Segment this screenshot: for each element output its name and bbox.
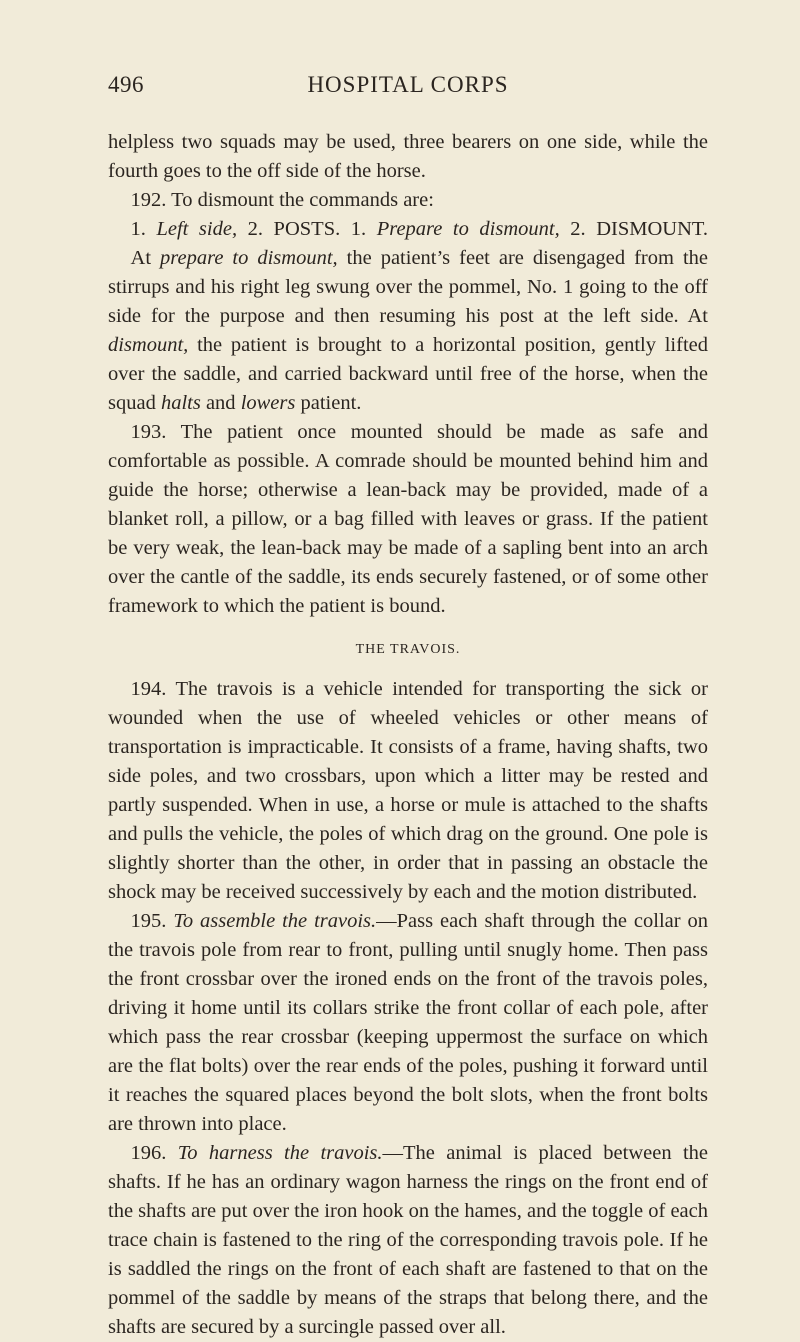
paragraph-title: To harness the travois. — [177, 1142, 383, 1164]
italic-run: lowers — [240, 392, 296, 414]
command-prepare-to-dismount: Prepare to dismount, — [376, 218, 560, 240]
italic-run: halts — [160, 392, 201, 414]
running-title: HOSPITAL CORPS — [307, 72, 509, 97]
paragraph-194: 194. The travois is a vehicle intended for transporting the sick or wounded when the use of wheeled vehicles or other means of transportation is impracticable. It consists of a frame, having shafts, two side poles, and two crossbars, upon which a litter may be rested and partly suspended. When in use, a horse or mule is attached to the shafts and pulls the vehicle, the poles of which drag on the ground. One pole is slightly shorter than the other, in order that in passing an obstacle the shock may be received successively by each and the motion distributed. — [108, 678, 708, 903]
paragraph-192: 192. To dismount the commands are: — [130, 189, 434, 211]
paragraph-195 — [108, 907, 708, 1139]
command-dismount: 2. DISMOUNT. — [559, 218, 708, 240]
paragraph-body: —The animal is placed between the shafts. If he has an ordinary wagon harness the rings on the front end of the shafts are put over the iron hook on the hames, and the toggle of each trace chain is fastened to the ring of the corresponding travois pole. If he is saddled the rings on the front of each shaft are fastened to that on the pommel of the saddle by means of the straps that belong there, and the shafts are secured by a surcingle passed over all. — [108, 1142, 709, 1338]
italic-run: prepare to dismount, — [160, 247, 338, 269]
text-run: the patient is brought to a horizontal position, gently lifted over the saddle, and carried backward until free of the horse, when the squad — [108, 334, 708, 414]
paragraph-number: 196. — [130, 1142, 178, 1164]
paragraph-193: 193. The patient once mounted should be made as safe and comfortable as possible. A comrade should be mounted behind him and guide the horse; otherwise a lean-back may be provided, made of a blanket roll, a pillow, or a bag filled with leaves or grass. If the patient be very weak, the lean-back may be made of a sapling bent into an arch over the cantle of the saddle, its ends securely fastened, or of some other framework to which the patient is bound. — [108, 421, 708, 617]
section-heading-travois: THE TRAVOIS. — [355, 642, 461, 657]
paragraph-title: To assemble the travois. — [173, 910, 377, 932]
paragraph-at-prepare — [108, 244, 708, 418]
text-run: the patient’s feet are disengaged from the stirrups and his right leg swung over the pommel, No. 1 going to the off side for the purpose and then resuming his post at the left side. At — [108, 247, 708, 327]
command-left-side: Left side, — [156, 218, 238, 240]
italic-run: dismount, — [108, 334, 189, 356]
body-text — [108, 128, 708, 1342]
page-number: 496 — [108, 72, 144, 97]
paragraph-number: 195. — [130, 910, 174, 932]
command-1-num: 1. — [130, 218, 157, 240]
text-run: patient. — [295, 392, 362, 414]
page-header — [108, 72, 708, 108]
text-run: At — [130, 247, 161, 269]
text-run: and — [200, 392, 241, 414]
paragraph-196 — [108, 1139, 708, 1342]
paragraph-continued: helpless two squads may be used, three bearers on one side, while the fourth goes to the off side of the horse. — [108, 131, 708, 182]
command-posts: 2. POSTS. 1. — [237, 218, 377, 240]
paragraph-body: —Pass each shaft through the collar on the travois pole from rear to front, pulling until snugly home. Then pass the front crossbar over the ironed ends on the front of the travois poles, driving it home until its collars strike the front collar of each pole, after which pass the rear crossbar (keeping uppermost the surface on which are the flat bolts) over the rear ends of the poles, pushing it forward until it reaches the squared places beyond the bolt slots, when the front bolts are thrown into place. — [108, 910, 708, 1135]
dismount-commands — [108, 215, 708, 244]
